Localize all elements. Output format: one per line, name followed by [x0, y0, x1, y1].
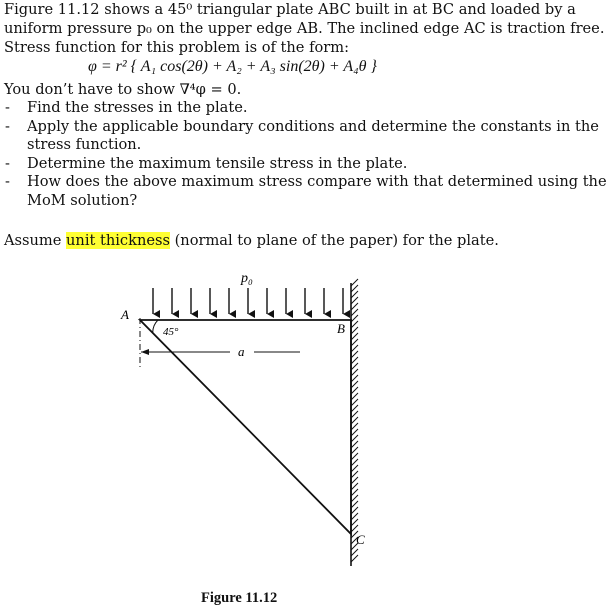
- task-text: How does the above maximum stress compare with that determined using the MoM solution?: [27, 173, 607, 209]
- unit-thickness-highlight: unit thickness: [66, 232, 170, 249]
- bullet-dash: -: [5, 154, 10, 172]
- biharmonic-note: You don’t have to show ∇⁴φ = 0.: [4, 81, 242, 98]
- assume-prefix: Assume: [4, 232, 67, 249]
- bullet-dash: -: [5, 117, 10, 135]
- task-text: Apply the applicable boundary conditions and determine the constants in the stress function.: [27, 117, 599, 153]
- figure-caption: Figure 11.12: [201, 590, 278, 606]
- load-label: p₀: [241, 271, 253, 286]
- problem-intro: Figure 11.12 shows a 45⁰ triangular plate ABC built in at BC and loaded by a uniform pressure p₀ on the upper edge AB. The inclined edge AC is traction free. Stress function for this problem is of the form:: [4, 1, 605, 56]
- bullet-dash: -: [5, 173, 10, 190]
- point-a-label: A: [121, 307, 129, 322]
- task-text: Determine the maximum tensile stress in the plate.: [27, 154, 408, 172]
- length-label: a: [238, 344, 245, 359]
- bullet-dash: -: [5, 99, 10, 116]
- angle-label: 45°: [163, 326, 179, 338]
- task-text: Find the stresses in the plate.: [27, 99, 248, 116]
- stress-function-equation: φ = r² { A₁ cos(2θ) + A₂ + A₃ sin(2θ) + A₄θ }: [88, 58, 377, 75]
- wall-hatching: [351, 279, 358, 562]
- point-b-label: B: [337, 321, 345, 336]
- point-c-label: C: [356, 532, 365, 547]
- assume-suffix: (normal to plane of the paper) for the plate.: [169, 232, 499, 249]
- angle-arc: [153, 320, 158, 333]
- pressure-arrows: [153, 288, 343, 314]
